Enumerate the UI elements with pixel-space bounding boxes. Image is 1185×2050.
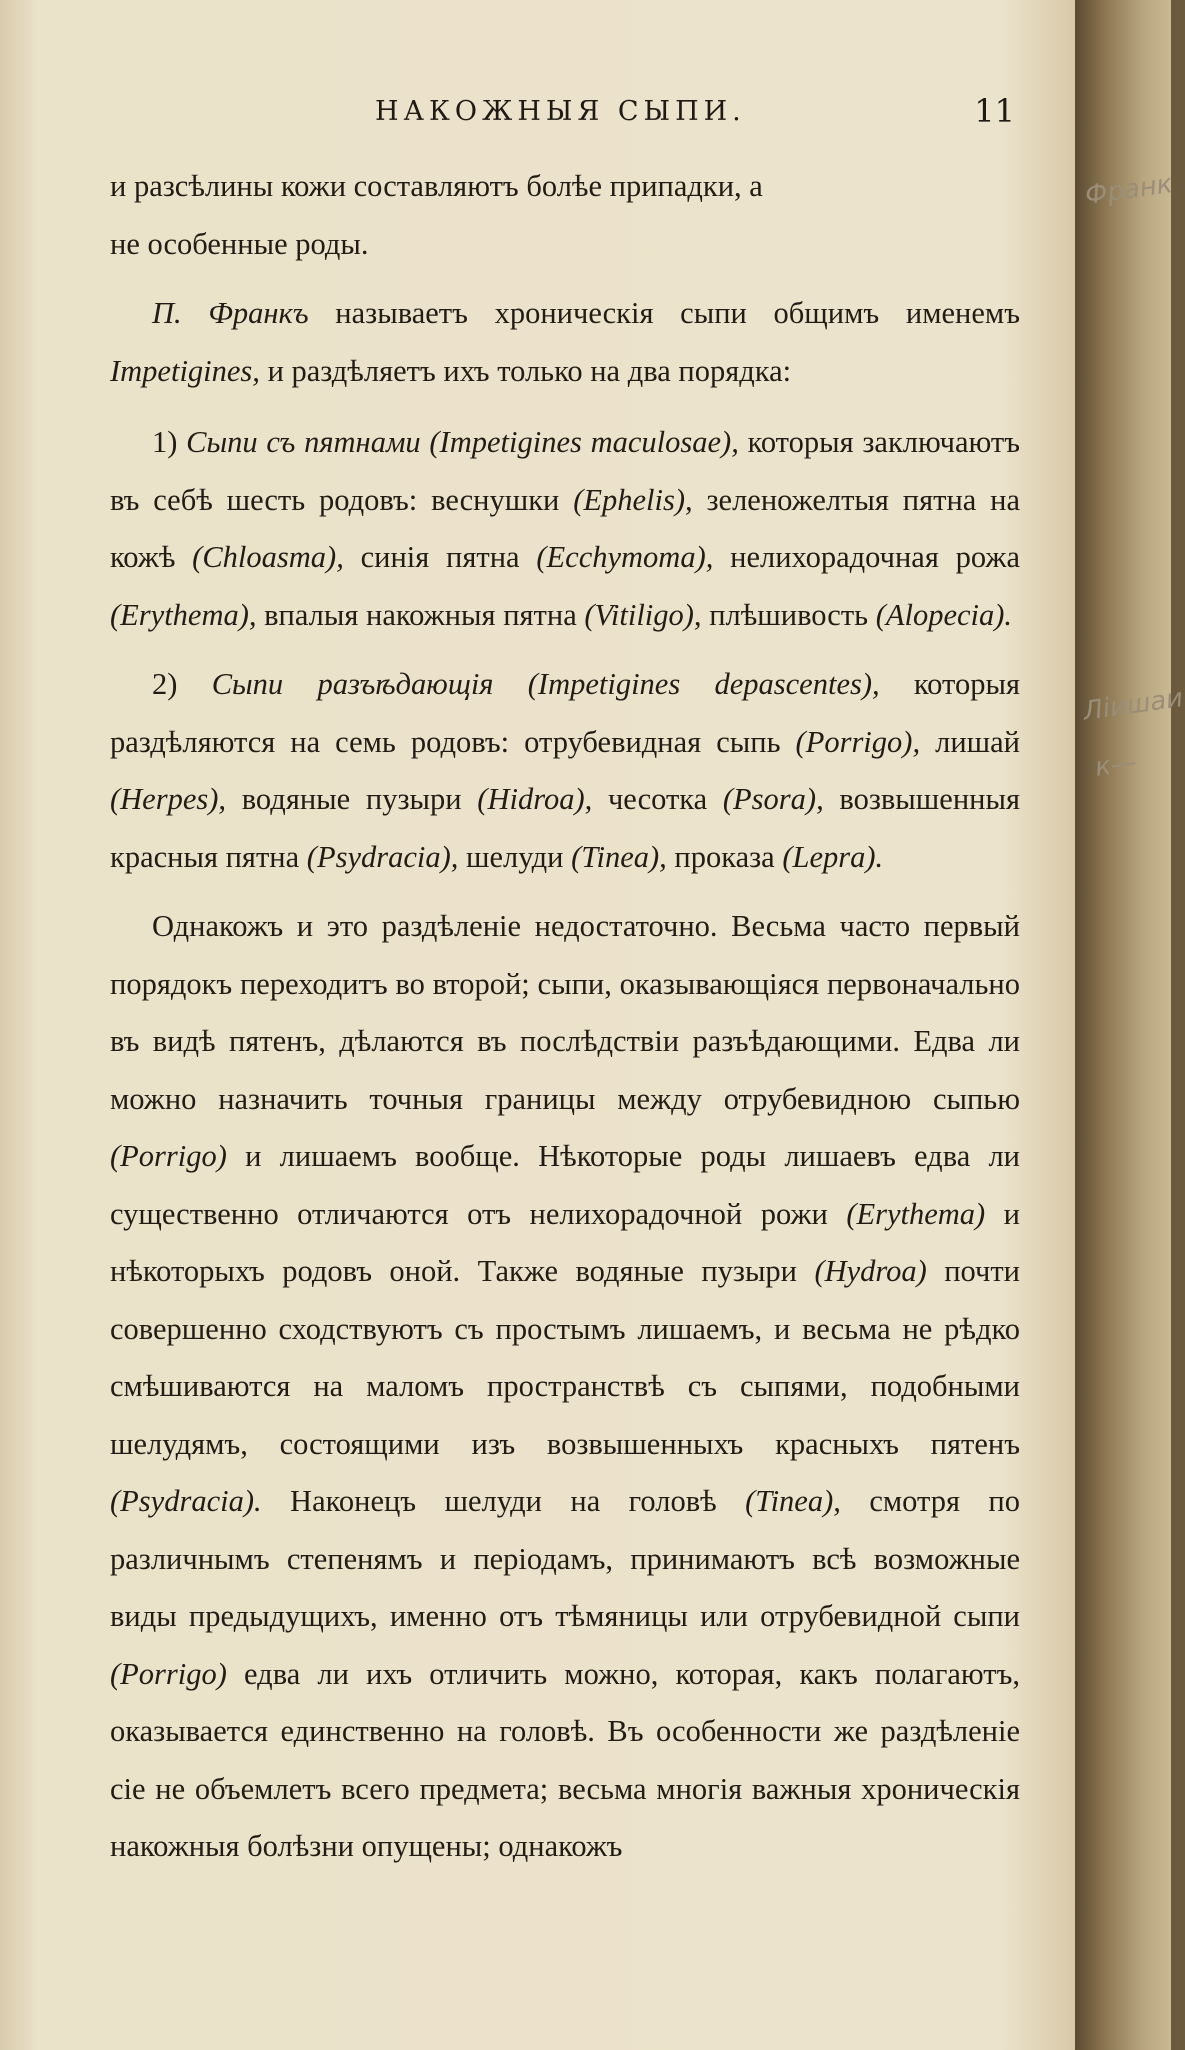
italic-term: (Erythema) [846,1196,986,1231]
text-run: и нѣкоторыхъ родовъ оной. Также водяные пузыри [110,1196,1021,1288]
italic-term: Сыпи разъѣдающія (Impetigines depascentes), [211,667,880,701]
text-run: шелуди [458,839,572,874]
text-run: впалыя накожныя пятна [256,597,585,632]
text-run: чесотка [592,782,723,816]
text-run: возвышенныя красныя пятна [110,782,1020,874]
text-run: Однакожъ и это раздѣленіе недостаточно. Весьма часто первый порядокъ переходитъ во второй; сыпи, оказывающіяся первоначально въ видѣ пятенъ, дѣлаются въ послѣдствіи разъѣдающими. Едва ли можно назначить точныя границы между отрубевидною сыпью [110,909,1020,1116]
italic-term: (Alopecia). [875,597,1013,632]
text-run: плѣшивость [701,597,876,632]
italic-term: (Porrigo) [110,1656,227,1691]
paragraph-3 [110,414,1020,644]
text-run: 1) [152,425,187,459]
italic-term: (Lepra). [782,839,884,874]
margin-note: к— [1093,747,1139,783]
italic-term: (Hydroa) [814,1254,927,1288]
italic-term: П. Франкъ [152,296,309,330]
page-header [110,92,1015,142]
text-run: зеленожелтыя пятна на кожѣ [110,482,1020,574]
text-run: нелихорадочная рожа [713,540,1020,574]
text-run: которыя заключаютъ въ себѣ шесть родовъ: веснушки [110,425,1020,517]
italic-term: (Ephelis), [573,482,693,517]
page-edge [1075,0,1185,2050]
running-head: НАКОЖНЫЯ СЫПИ. [375,96,746,127]
paragraph-5 [110,898,1020,1876]
italic-term: Сыпи съ пятнами (Impetigines maculosae), [186,425,739,459]
body-text [110,158,1020,1876]
margin-note: Франк [1083,169,1175,211]
text-run: которыя раздѣляются на семь родовъ: отрубевидная сыпь [110,667,1020,759]
italic-term: (Psydracia), [306,839,459,874]
italic-term: (Porrigo), [795,724,921,759]
italic-term: (Vitiligo), [584,597,702,632]
text-run: 2) [152,667,212,701]
italic-term: (Erythema), [110,597,257,632]
text-run: смотря по различнымъ степенямъ и періодамъ, принимаютъ всѣ возможные виды предыдущихъ, именно отъ тѣмяницы или отрубевидной сыпи [110,1484,1020,1633]
text-run: называетъ хроническія сыпи общимъ именемъ [308,296,1020,330]
italic-term: (Herpes), [110,782,227,816]
italic-term: (Porrigo) [110,1139,227,1173]
italic-term: (Hidroa), [477,782,593,816]
margin-note: Ліишаи [1081,683,1185,727]
text-run: водяные пузыри [226,782,478,816]
italic-term: (Tinea), [745,1484,841,1518]
text-run: и лишаемъ вообще. Нѣкоторые роды лишаевъ едва ли существенно отличаются отъ нелихорадочной рожи [110,1139,1020,1231]
paragraph-1 [110,158,1020,273]
italic-term: (Chloasma), [192,540,344,574]
paragraph-2 [110,285,1020,400]
italic-term: (Psydracia). [110,1484,262,1518]
italic-term: (Psora), [722,782,824,816]
page-number: 11 [974,92,1015,130]
text-run: едва ли ихъ отличить можно, которая, какъ полагаютъ, оказывается единственно на головѣ. Въ особенности же раздѣленіе сіе не объемлетъ всего предмета; весьма многія важныя хроническія накожныя болѣзни опущены; однакожъ [110,1656,1020,1863]
line: не особенные роды. [110,226,369,261]
paragraph-4 [110,656,1020,886]
text-run: проказа [666,839,783,874]
line: и разсѣлины кожи составляютъ болѣе припадки, а [110,169,763,203]
italic-term: Impetigines, [110,353,260,388]
text-run: синія пятна [343,540,537,574]
text-run: и раздѣляетъ ихъ только на два порядка: [259,353,792,388]
text-run: лишай [920,724,1020,759]
italic-term: (Ecchymoma), [536,540,714,574]
italic-term: (Tinea), [571,839,667,874]
text-run: почти совершенно сходствуютъ съ простымъ лишаемъ, и весьма не рѣдко смѣшиваются на маломъ пространствѣ съ сыпями, подобными шелудямъ, состоящими изъ возвышенныхъ красныхъ пятенъ [110,1254,1021,1461]
text-run: Наконецъ шелуди на головѣ [261,1484,746,1518]
